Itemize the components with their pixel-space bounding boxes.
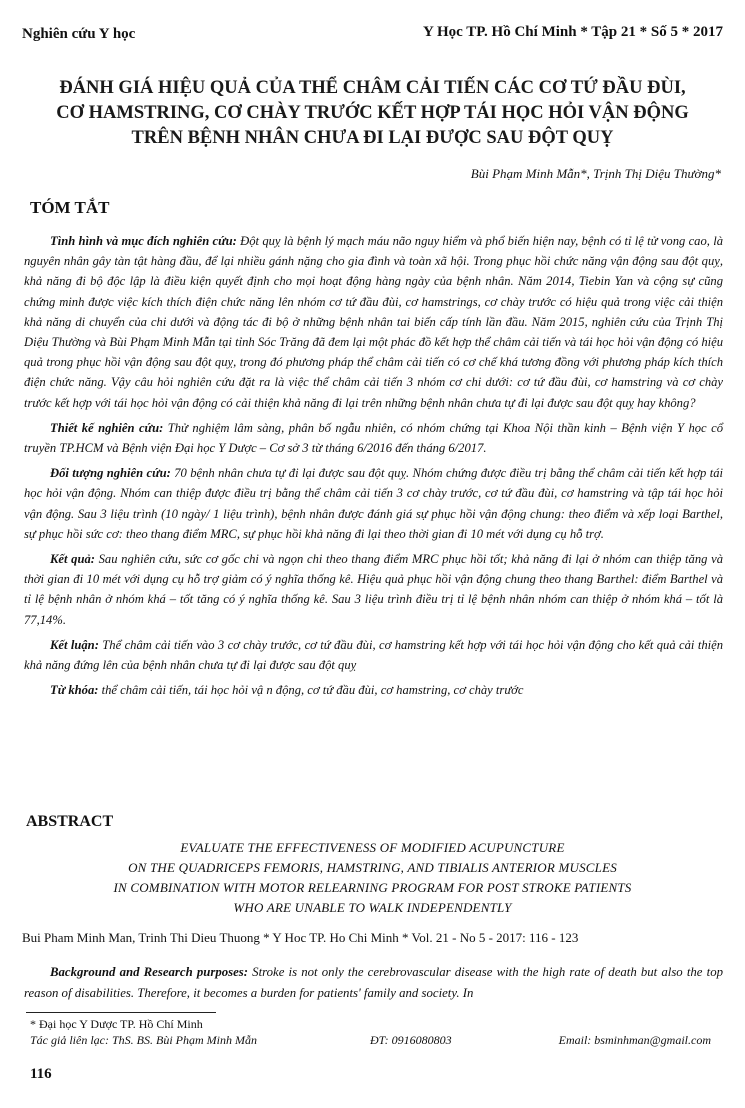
background-label: Tình hình và mục đích nghiên cứu: [50,234,237,248]
citation-line: Bui Pham Minh Man, Trinh Thi Dieu Thuong * Y Hoc TP. Ho Chi Minh * Vol. 21 - No 5 - 2017: 116 - 123 [22,930,579,945]
summary-heading: TÓM TẮT [30,198,110,217]
conclusion-text: Thể châm cải tiến vào 3 cơ chày trước, cơ tứ đầu đùi, cơ hamstring kết hợp với tái học hỏi vận động cho kết quả cải thiện khả năng đứng lên của bệnh nhân chưa tự đi lại được sau đột quỵ [24,637,724,673]
abstract-background [24,962,723,1003]
title-line-3: TRÊN BỆNH NHÂN CHƯA ĐI LẠI ĐƯỢC SAU ĐỘT QUỴ [131,128,614,148]
keywords-text: thể châm cải tiến, tái học hỏi vậ n động, cơ tứ đầu đùi, cơ hamstring, cơ chày trước [98,683,524,698]
background-text: Đột quỵ là bệnh lý mạch máu não nguy hiểm và phổ biến hiện nay, bệnh có tỉ lệ tử vong cao, là nguyên nhân gây tàn tật hàng đầu, để lại nhiều gánh nặng cho gia đình và toàn xã hội. Trong phục hồi chức năng vận động sau đột quỵ, khả năng đi bộ độc lập là điều kiện quyết định cho mọi hoạt động hàng ngày của bệnh nhân. Năm 2014, Tiebin Yan và cộng sự cũng chứng minh được việc kích thích điện chức năng lên nhóm cơ tứ đầu đùi, cơ hamstrings, cơ chày trước có hiệu quả trong việc cải thiện khả năng di chuyển của chi dưới và động tác đi bộ ở những bệnh nhân tai biến cấp tính lần đầu. Năm 2015, nghiên cứu của Trịnh Thị Diệu Thường và Bùi Phạm Minh Mẫn tại tỉnh Sóc Trăng đã đem lại một phác đồ kết hợp thể châm cải tiến và tái học hỏi vận động có hiệu quả trong phục hồi vận động sau đột quỵ, trong đó phương pháp thể châm cải tiến có cơ chế khá tương đồng với phương pháp kích thích điện chức năng. Vậy câu hỏi nghiên cứu đặt ra là việc thể châm cải tiến 3 nhóm cơ chi dưới: cơ tứ đầu đùi, cơ hamstring và cơ chày trước kết hợp với tái học hỏi vận động có cải thiện khả năng đi lại trên những bệnh nhân chưa tự đi lại được sau đột quỵ hay không? [24,234,723,410]
abstract-heading: ABSTRACT [26,813,114,830]
english-title-line-1: EVALUATE THE EFFECTIVENESS OF MODIFIED ACUPUNCTURE [180,840,565,855]
conclusion-label: Kết luận: [50,637,99,652]
abstract-background-label: Background and Research purposes: [50,965,249,979]
footnote-affiliation: * Đại học Y Dược TP. Hồ Chí Minh [30,1017,203,1031]
english-title-line-4: WHO ARE UNABLE TO WALK INDEPENDENTLY [233,900,512,915]
keywords-label: Từ khóa: [50,683,99,698]
english-title-line-3: IN COMBINATION WITH MOTOR RELEARNING PROGRAM FOR POST STROKE PATIENTS [113,880,632,895]
results-text: Sau nghiên cứu, sức cơ gốc chi và ngọn chi theo thang điểm MRC phục hồi tốt; khả năng đi lại ở nhóm can thiệp tăng và thời gian đi 10 mét với dụng cụ hỗ trợ giảm có ý nghĩa thống kê. Hiệu quả phục hồi vận động chung theo thang Barthel: điểm Barthel và tỉ lệ bệnh nhân ở nhóm khá – tốt tăng có ý nghĩa thống kê. Sau 3 liệu trình điều trị tỉ lệ bệnh nhân nhóm can thiệp ở nhóm khá – tốt là 77,14%. [24,552,723,627]
title-line-2: CƠ HAMSTRING, CƠ CHÀY TRƯỚC KẾT HỢP TÁI HỌC HỎI VẬN ĐỘNG [56,103,689,123]
abstract-background-text: Stroke is not only the cerebrovascular disease with the high rate of death but also the top reason of disabilities. Therefore, it becomes a burden for patients' family and society. In [24,965,723,1000]
journal-section-header: Nghiên cứu Y học [22,26,136,42]
contact-author: Tác giả liên lạc: ThS. BS. Bùi Phạm Minh Mẫn [30,1033,257,1047]
author-list: Bùi Phạm Minh Mẫn*, Trịnh Thị Diệu Thường* [470,166,721,181]
summary-keywords [24,680,723,700]
contact-phone: ĐT: 0916080803 [370,1033,452,1047]
summary-background [24,231,723,413]
summary-results [24,549,723,630]
summary-body [24,231,723,705]
footnote-divider [26,1012,216,1013]
design-label: Thiết kế nghiên cứu: [50,420,164,435]
summary-subjects [24,463,723,544]
english-title-line-2: ON THE QUADRICEPS FEMORIS, HAMSTRING, AND TIBIALIS ANTERIOR MUSCLES [128,860,617,875]
results-label: Kết quả: [50,552,95,567]
footnote-contact [30,1033,723,1048]
summary-design [24,418,723,458]
contact-email[interactable]: Email: bsminhman@gmail.com [558,1033,711,1047]
subjects-label: Đối tượng nghiên cứu: [50,466,171,481]
abstract-body [24,962,723,1003]
summary-conclusion [24,635,723,675]
english-title [22,838,723,918]
page-number: 116 [30,1066,52,1082]
title-line-1: ĐÁNH GIÁ HIỆU QUẢ CỦA THỂ CHÂM CẢI TIẾN CÁC CƠ TỨ ĐẦU ĐÙI, [59,78,686,98]
subjects-text: 70 bệnh nhân chưa tự đi lại được sau đột quỵ. Nhóm chứng được điều trị bằng thể châm cải tiến kết hợp tái học hỏi vận động. Nhóm can thiệp được điều trị bằng thể châm cải tiến 3 cơ chày trước, cơ tứ đầu đùi, cơ hamstring và tập tái học hỏi vận động. Sau 3 liệu trình (10 ngày/ 1 liệu trình), bệnh nhân được đánh giá sự phục hồi vận động chung: theo điểm và xếp loại Barthel, sự phục hồi sức cơ: theo thang điểm MRC, sự phục hồi khả năng đi lại theo thời gian đi 10 mét với dụng cụ hỗ trợ. [24,466,723,541]
design-text: Thử nghiệm lâm sàng, phân bố ngẫu nhiên, có nhóm chứng tại Khoa Nội thần kinh – Bệnh viện Y học cổ truyền TP.HCM và Bệnh viện Đại học Y Dược – Cơ sở 3 từ tháng 6/2016 đến tháng 6/2017. [24,420,723,456]
journal-issue-header: Y Học TP. Hồ Chí Minh * Tập 21 * Số 5 * 2017 [422,24,723,40]
article-title [22,76,723,151]
